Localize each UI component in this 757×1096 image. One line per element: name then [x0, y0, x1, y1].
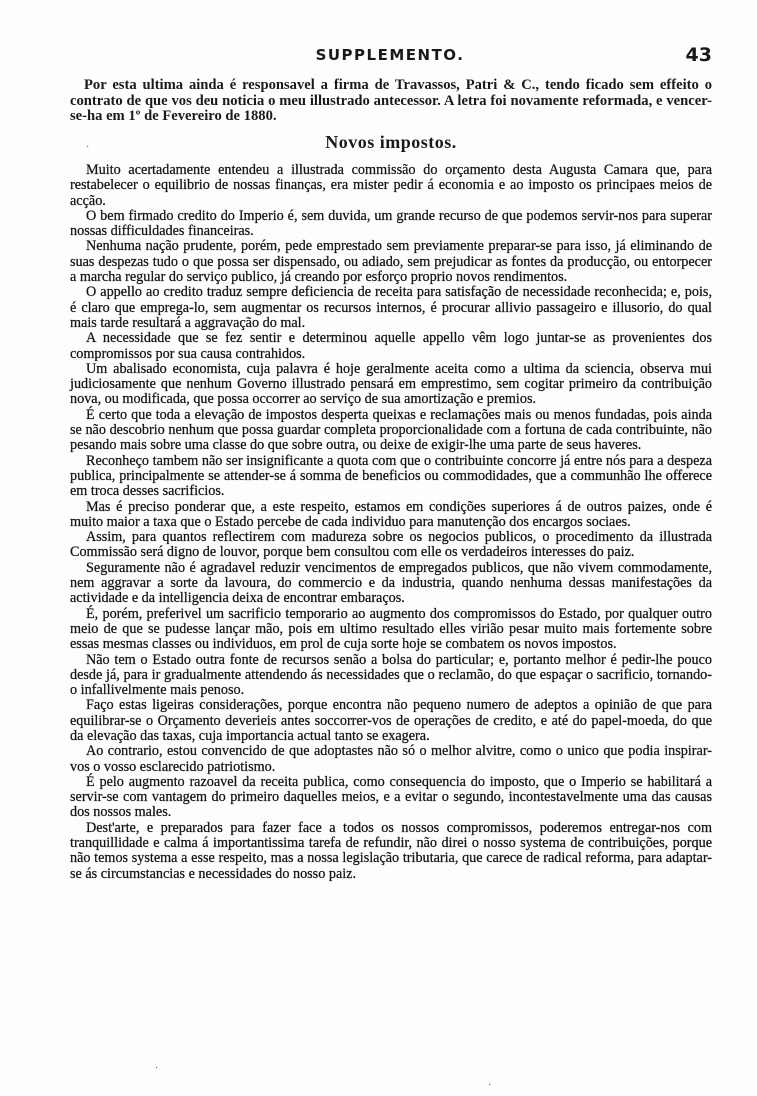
body-text — [70, 163, 712, 882]
print-speck: · — [86, 142, 90, 153]
intro-paragraph: Por esta ultima ainda é responsavel a firma de Travassos, Patri & C., tendo ficado sem effeito o contrato de que vos deu noticia o meu illustrado antecessor. A letra foi novamente reformada, e vencer-se-ha em 1º de Fevereiro de 1880. — [70, 77, 712, 125]
paragraph: Ao contrario, estou convencido de que adoptastes não só o melhor alvitre, como o unico que podia inspirar-vos o vosso esclarecido patriotismo. — [70, 743, 712, 775]
page-number: 43 — [685, 44, 712, 66]
paragraph: Não tem o Estado outra fonte de recursos senão a bolsa do particular; e, portanto melhor é pedir-lhe pouco desde já, para ir gradualmente attendendo ás necessidades que o reclamão, do que espaçar o sacrificio, tornando-o infallivelmente mais penoso. — [70, 651, 712, 699]
paragraph: Assim, para quantos reflectirem com madureza sobre os negocios publicos, o procedimento da illustrada Commissão será digno de louvor, porque bem consultou com elle os verdadeiros interesses do paiz. — [70, 529, 712, 561]
paragraph: Faço estas ligeiras considerações, porque encontra não pequeno numero de adeptos a opinião de que para equilibrar-se o Orçamento deverieis antes soccorrer-vos de operações de credito, e até do papel-moeda, do que da elevação das taxas, cuja importancia actual tanto se exagera. — [70, 697, 712, 744]
paragraph: É certo que toda a elevação de impostos desperta queixas e reclamações mais ou menos fundadas, pois ainda se não descobrio nenhum que possa guardar completa proporcionalidade com a fortuna de cada contribuinte, não pesando mais sobre uma classe do que sobre outra, ou deixe de exigir-lhe uma parte de seus haveres. — [70, 406, 712, 454]
print-speck: · — [155, 1063, 159, 1074]
paragraph: A necessidade que se fez sentir e determinou aquelle appello vêm logo juntar-se as provenientes dos compromissos por sua causa contrahidos. — [70, 330, 712, 362]
running-title: SUPPLEMENTO. — [315, 46, 465, 64]
paragraph: Reconheço tambem não ser insignificante a quota com que o contribuinte concorre já entre nós para a despeza publica, principalmente se attender-se á somma de beneficios ou commodidades, que a communhão lhe offerece em troca desses sacrificios. — [70, 452, 712, 500]
paragraph: Muito acertadamente entendeu a illustrada commissão do orçamento desta Augusta Camara que, para restabelecer o equilibrio de nossas finanças, era mister pedir á economia e ao imposto os principaes meios de acção. — [70, 162, 712, 209]
paragraph: Nenhuma nação prudente, porém, pede emprestado sem previamente preparar-se para isso, já eliminando de suas despezas tudo o que possa ser dispensado, ou adiado, sem prejudicar as fontes da producção, ou entorpecer a marcha regular do serviço publico, já creando por esforço proprio novos rendimentos. — [70, 238, 712, 286]
paragraph: Seguramente não é agradavel reduzir vencimentos de empregados publicos, que não vivem commodamente, nem aggravar a sorte da lavoura, do commercio e da industria, quando nenhuma dessas manifestações da actividade e da intelligencia deixa de encontrar embaraços. — [70, 559, 712, 607]
paragraph: O bem firmado credito do Imperio é, sem duvida, um grande recurso de que podemos servir-nos para superar nossas difficuldades financeiras. — [70, 207, 712, 240]
page-header — [70, 44, 710, 68]
section-title: Novos impostos. — [325, 132, 457, 152]
paragraph: Mas é preciso ponderar que, a este respeito, estamos em condições superiores á de outros paizes, onde é muito maior a taxa que o Estado percebe de cada individuo para manutenção dos encargos sociaes. — [70, 498, 712, 530]
paragraph: Um abalisado economista, cuja palavra é hoje geralmente aceita como a ultima da sciencia, observa mui judiciosamente que nenhum Governo illustrado pensará em emprestimo, sem cogitar primeiro da contribuição nova, ou modificada, que possa occorrer ao serviço de sua amortização e premios. — [70, 360, 712, 408]
print-speck: · — [488, 1080, 492, 1091]
paragraph: O appello ao credito traduz sempre deficiencia de receita para satisfação de necessidade reconhecida; e, pois, é claro que emprega-lo, sem augmentar os recursos internos, é procurar allivio passageiro e illusorio, do qual mais tarde resultará a aggravação do mal. — [70, 284, 712, 331]
paragraph: É pelo augmento razoavel da receita publica, como consequencia do imposto, que o Imperio se habilitará a servir-se com vantagem do primeiro daquelles meios, e a evitar o segundo, incontestavelmente uma das causas dos nossos males. — [70, 773, 712, 821]
paragraph: Dest'arte, e preparados para fazer face a todos os nossos compromissos, poderemos entregar-nos com tranquillidade e calma á importantissima tarefa de refundir, não direi o nosso systema de contribuições, porque não temos systema a esse respeito, mas a nossa legislação tributaria, que carece de radical reforma, para adaptar-se ás circumstancias e necessidades do nosso paiz. — [70, 819, 712, 882]
paragraph: É, porém, preferivel um sacrificio temporario ao augmento dos compromissos do Estado, por qualquer outro meio de que se pudesse lançar mão, pois em ultimo resultado elles virião pesar muito mais fortemente sobre essas mesmas classes ou individuos, em prol de cuja sorte hoje se combatem os novos impostos. — [70, 605, 712, 653]
